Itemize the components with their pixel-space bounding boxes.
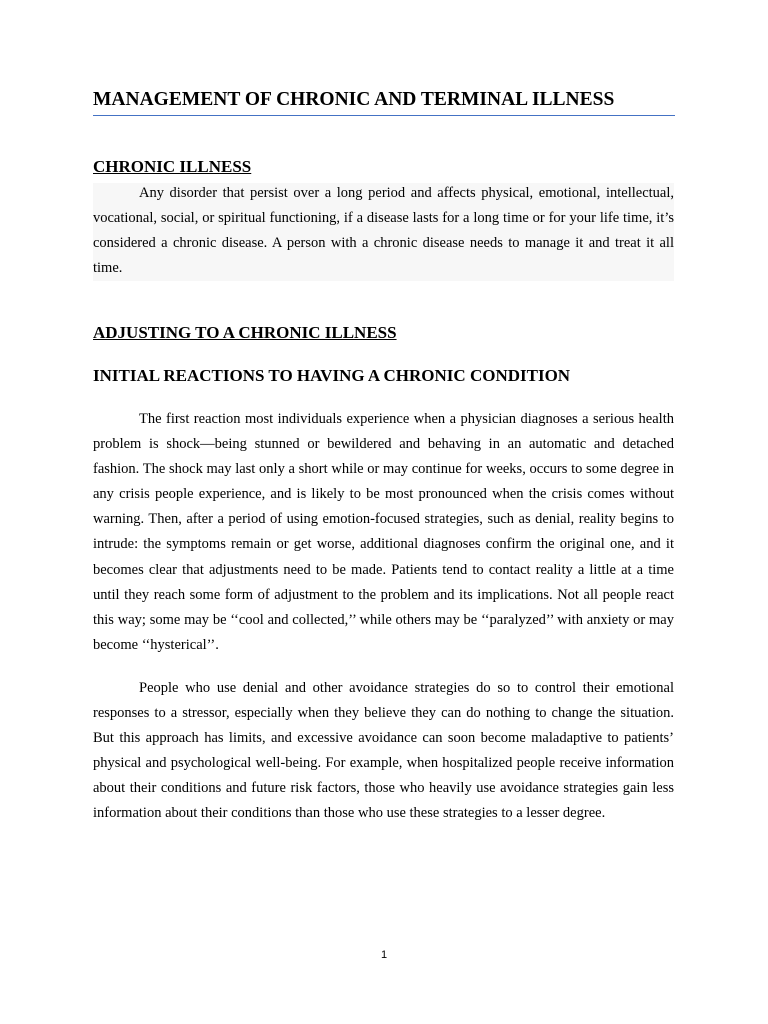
section-heading-initial-reactions: INITIAL REACTIONS TO HAVING A CHRONIC CONDITION [93, 366, 571, 385]
paragraph-initial-reactions-1: The first reaction most individuals experience when a physician diagnoses a serious health problem is shock—being stunned or bewildered and behaving in an automatic and detached fashion. The shock may last only a short while or may continue for weeks, occurs to some degree in any crisis people experience, and is likely to be most pronounced when the crisis comes without warning. Then, after a period of using emotion-focused strategies, such as denial, reality begins to intrude: the symptoms remain or get worse, additional diagnoses confirm the original one, and it becomes clear that adjustments need to be made. Patients tend to contact reality a little at a time until they reach some form of adjustment to the problem and its implications. Not all people react this way; some may be ‘‘cool and collected,’’ while others may be ‘‘paralyzed’’ with anxiety or may become ‘‘hysterical’’. [93, 411, 674, 653]
section-heading-label: CHRONIC ILLNESS [93, 157, 252, 176]
title-divider [93, 115, 675, 116]
paragraph-chronic-illness: Any disorder that persist over a long period and affects physical, emotional, intellectual, vocational, social, or spiritual functioning, if a disease lasts for a long time or for your life time, it’s considered a chronic disease. A person with a chronic disease needs to manage it and treat it all time. [93, 181, 674, 281]
section-heading-adjusting [93, 323, 397, 343]
page-number: 1 [380, 949, 388, 961]
document-title: MANAGEMENT OF CHRONIC AND TERMINAL ILLNESS [93, 89, 615, 110]
section-heading-label: ADJUSTING TO A CHRONIC ILLNESS [93, 323, 397, 342]
paragraph-initial-reactions-2: People who use denial and other avoidance strategies do so to control their emotional responses to a stressor, especially when they believe they can do nothing to change the situation. But this approach has limits, and excessive avoidance can soon become maladaptive to patients’ physical and psychological well-being. For example, when hospitalized people receive information about their conditions and future risk factors, those who heavily use avoidance strategies gain less information about their conditions than those who use these strategies to a lesser degree. [93, 680, 674, 822]
section-heading-chronic-illness [93, 157, 251, 177]
